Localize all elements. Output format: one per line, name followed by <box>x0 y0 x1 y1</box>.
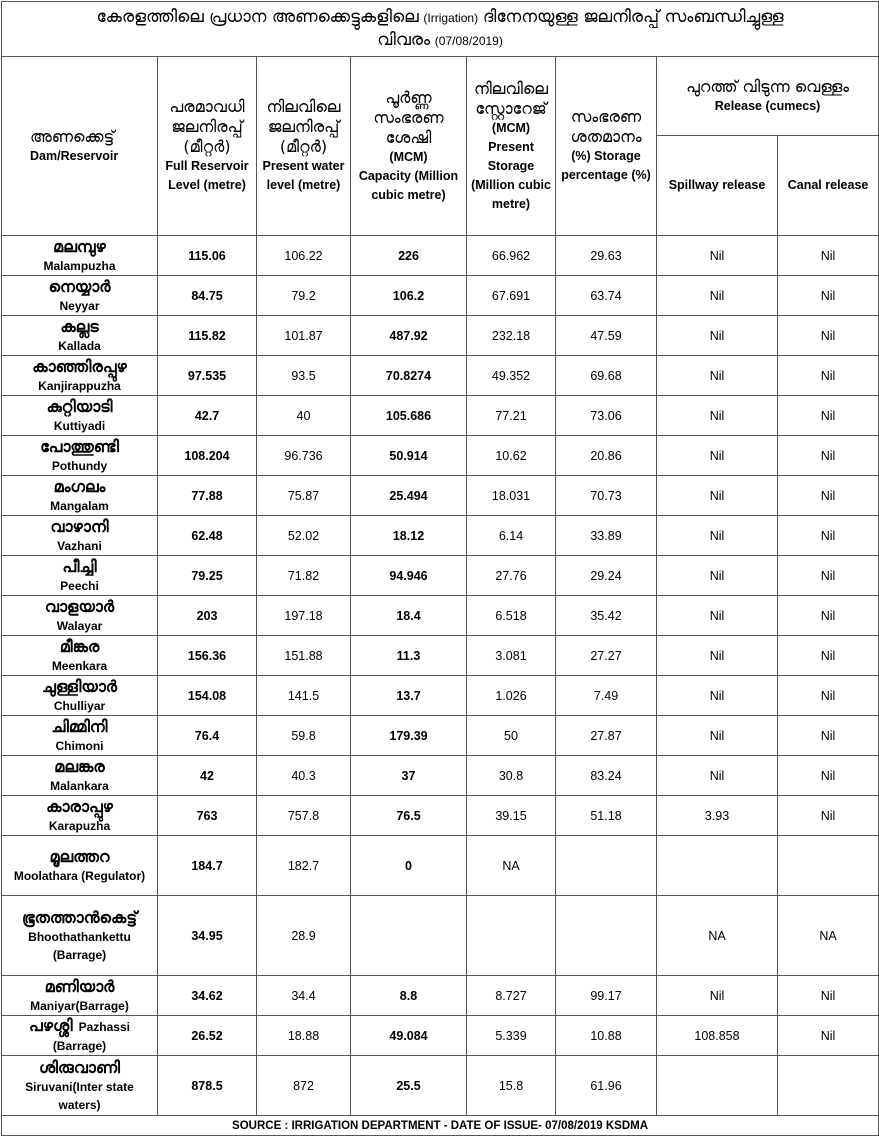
spillway-release-cell <box>657 1056 778 1116</box>
dam-name-en: (Barrage) <box>52 1039 107 1053</box>
full-reservoir-level-cell: 42.7 <box>158 396 257 436</box>
present-water-level-cell: 96.736 <box>257 436 351 476</box>
table-row <box>2 356 879 396</box>
storage-percentage-cell: 73.06 <box>556 396 657 436</box>
header-storage-en: Present Storage (Million cubic metre) <box>471 139 551 211</box>
canal-release-cell: Nil <box>778 236 879 276</box>
canal-release-cell: Nil <box>778 356 879 396</box>
present-storage-cell: 18.031 <box>467 476 556 516</box>
present-storage-cell: 10.62 <box>467 436 556 476</box>
spillway-release-cell: Nil <box>657 356 778 396</box>
spillway-release-cell: Nil <box>657 756 778 796</box>
storage-percentage-cell: 7.49 <box>556 676 657 716</box>
header-dam-en: Dam/Reservoir <box>30 148 119 163</box>
dam-name-en: Moolathara (Regulator) <box>13 868 146 883</box>
canal-release-cell: Nil <box>778 516 879 556</box>
dam-name-ml: മലങ്കര <box>54 756 105 776</box>
full-reservoir-level-cell: 154.08 <box>158 676 257 716</box>
present-water-level-cell: 93.5 <box>257 356 351 396</box>
header-frl <box>158 57 257 236</box>
present-water-level-cell: 141.5 <box>257 676 351 716</box>
storage-percentage-cell <box>556 836 657 896</box>
full-reservoir-level-cell: 878.5 <box>158 1056 257 1116</box>
present-storage-cell: 77.21 <box>467 396 556 436</box>
dam-name-ml: മീങ്കര <box>59 636 100 656</box>
capacity-cell: 11.3 <box>351 636 467 676</box>
dam-name-en: Meenkara <box>51 658 108 673</box>
header-frl-en: Full Reservoir Level (metre) <box>165 159 249 192</box>
table-row <box>2 796 879 836</box>
header-capacity-ml: പൂർണ്ണ സംഭരണ ശേഷി <box>373 87 444 147</box>
spillway-release-cell: Nil <box>657 276 778 316</box>
dam-name-en: Chimoni <box>55 738 104 753</box>
dam-name-ml: മംഗലം <box>53 476 106 496</box>
table-row <box>2 276 879 316</box>
canal-release-cell: Nil <box>778 476 879 516</box>
present-water-level-cell: 79.2 <box>257 276 351 316</box>
spillway-release-cell: Nil <box>657 636 778 676</box>
present-water-level-cell: 18.88 <box>257 1016 351 1056</box>
title-date: (07/08/2019) <box>434 34 503 48</box>
present-storage-cell: 6.14 <box>467 516 556 556</box>
dam-name-ml: ചുള്ളിയാർ <box>41 676 118 696</box>
canal-release-cell: NA <box>778 896 879 976</box>
dam-name-cell <box>2 836 158 896</box>
capacity-cell: 94.946 <box>351 556 467 596</box>
table-row <box>2 836 879 896</box>
capacity-cell: 49.084 <box>351 1016 467 1056</box>
dam-name-cell <box>2 1016 158 1056</box>
storage-percentage-cell: 27.87 <box>556 716 657 756</box>
capacity-cell: 8.8 <box>351 976 467 1016</box>
title-ml-part2: ദിനേനയുള്ള ജലനിരപ്പ് സംബന്ധിച്ചുള്ള <box>482 7 784 27</box>
present-water-level-cell: 106.22 <box>257 236 351 276</box>
spillway-release-cell: Nil <box>657 676 778 716</box>
full-reservoir-level-cell: 76.4 <box>158 716 257 756</box>
source-footer: SOURCE : IRRIGATION DEPARTMENT - DATE OF ISSUE- 07/08/2019 KSDMA <box>2 1116 879 1136</box>
dam-name-en: Kallada <box>58 338 101 353</box>
present-water-level-cell: 182.7 <box>257 836 351 896</box>
present-water-level-cell: 757.8 <box>257 796 351 836</box>
present-water-level-cell: 28.9 <box>257 896 351 976</box>
dam-name-en: Maniyar(Barrage) <box>30 998 129 1013</box>
spillway-release-cell <box>657 836 778 896</box>
canal-release-cell: Nil <box>778 276 879 316</box>
dam-name-cell <box>2 676 158 716</box>
dam-name-ml: മലമ്പുഴ <box>53 236 106 256</box>
dam-name-en: Malampuzha <box>43 258 116 273</box>
capacity-cell: 0 <box>351 836 467 896</box>
table-row <box>2 756 879 796</box>
storage-percentage-cell: 69.68 <box>556 356 657 396</box>
table-row <box>2 976 879 1016</box>
table-row <box>2 636 879 676</box>
dam-name-cell <box>2 636 158 676</box>
full-reservoir-level-cell: 62.48 <box>158 516 257 556</box>
reservoir-table <box>1 1 879 1136</box>
capacity-cell: 25.494 <box>351 476 467 516</box>
storage-percentage-cell: 20.86 <box>556 436 657 476</box>
capacity-cell: 18.12 <box>351 516 467 556</box>
full-reservoir-level-cell: 26.52 <box>158 1016 257 1056</box>
present-storage-cell: 1.026 <box>467 676 556 716</box>
dam-name-ml: ശിരുവാണി <box>39 1057 120 1077</box>
dam-name-ml: നെയ്യാർ <box>48 276 111 296</box>
canal-release-cell: Nil <box>778 716 879 756</box>
header-capacity-unit: (MCM) <box>389 149 428 164</box>
table-row <box>2 1056 879 1116</box>
present-storage-cell: 3.081 <box>467 636 556 676</box>
present-water-level-cell: 101.87 <box>257 316 351 356</box>
table-row <box>2 1016 879 1056</box>
capacity-cell: 70.8274 <box>351 356 467 396</box>
dam-name-en: Pothundy <box>51 458 108 473</box>
header-storage-ml: നിലവിലെ സ്റ്റോറേജ് <box>474 78 548 118</box>
capacity-cell: 37 <box>351 756 467 796</box>
present-storage-cell: 232.18 <box>467 316 556 356</box>
header-percentage-en: (%) Storage percentage (%) <box>561 149 651 182</box>
capacity-cell: 487.92 <box>351 316 467 356</box>
spillway-release-cell: Nil <box>657 396 778 436</box>
header-storage-unit: (MCM) <box>491 120 531 135</box>
dam-name-cell <box>2 796 158 836</box>
spillway-release-cell: Nil <box>657 976 778 1016</box>
present-storage-cell: 5.339 <box>467 1016 556 1056</box>
canal-release-cell <box>778 1056 879 1116</box>
dam-name-ml: കുറ്റിയാടി <box>46 396 113 416</box>
dam-name-cell <box>2 236 158 276</box>
full-reservoir-level-cell: 34.95 <box>158 896 257 976</box>
header-release-en: Release (cumecs) <box>714 98 821 113</box>
dam-name-ml: ഭൂതത്താൻകെട്ട് <box>21 907 138 927</box>
present-water-level-cell: 40.3 <box>257 756 351 796</box>
present-storage-cell: 6.518 <box>467 596 556 636</box>
present-water-level-cell: 59.8 <box>257 716 351 756</box>
table-row <box>2 476 879 516</box>
canal-release-cell: Nil <box>778 316 879 356</box>
header-capacity-en: Capacity (Million cubic metre) <box>358 168 459 202</box>
storage-percentage-cell: 63.74 <box>556 276 657 316</box>
storage-percentage-cell: 51.18 <box>556 796 657 836</box>
present-storage-cell: 67.691 <box>467 276 556 316</box>
table-row <box>2 716 879 756</box>
storage-percentage-cell: 10.88 <box>556 1016 657 1056</box>
present-water-level-cell: 52.02 <box>257 516 351 556</box>
dam-name-cell <box>2 276 158 316</box>
header-percentage <box>556 57 657 236</box>
present-water-level-cell: 71.82 <box>257 556 351 596</box>
table-row <box>2 596 879 636</box>
present-storage-cell: 49.352 <box>467 356 556 396</box>
present-water-level-cell: 872 <box>257 1056 351 1116</box>
page-title <box>2 2 879 57</box>
dam-name-ml: പഴശ്ശി <box>29 1016 73 1035</box>
header-storage <box>467 57 556 236</box>
table-row <box>2 236 879 276</box>
spillway-release-cell: Nil <box>657 236 778 276</box>
dam-name-en: Peechi <box>60 578 99 593</box>
spillway-release-cell: Nil <box>657 516 778 556</box>
storage-percentage-cell <box>556 896 657 976</box>
canal-release-cell: Nil <box>778 556 879 596</box>
table-row <box>2 396 879 436</box>
dam-name-ml: വാളയാർ <box>44 596 115 616</box>
full-reservoir-level-cell: 203 <box>158 596 257 636</box>
full-reservoir-level-cell: 79.25 <box>158 556 257 596</box>
dam-name-en: Siruvani(Inter state waters) <box>25 1079 134 1112</box>
present-storage-cell <box>467 896 556 976</box>
header-percentage-ml: സംഭരണ ശതമാനം <box>570 107 642 146</box>
full-reservoir-level-cell: 42 <box>158 756 257 796</box>
spillway-release-cell: Nil <box>657 476 778 516</box>
canal-release-cell: Nil <box>778 976 879 1016</box>
storage-percentage-cell: 27.27 <box>556 636 657 676</box>
capacity-cell: 106.2 <box>351 276 467 316</box>
dam-name-cell <box>2 976 158 1016</box>
header-pwl-ml: നിലവിലെ ജലനിരപ്പ് (മീറ്റർ) <box>266 97 341 156</box>
dam-name-line <box>4 1016 155 1037</box>
full-reservoir-level-cell: 97.535 <box>158 356 257 396</box>
canal-release-cell: Nil <box>778 756 879 796</box>
full-reservoir-level-cell: 84.75 <box>158 276 257 316</box>
present-storage-cell: 30.8 <box>467 756 556 796</box>
canal-release-cell: Nil <box>778 676 879 716</box>
capacity-cell: 76.5 <box>351 796 467 836</box>
dam-name-cell <box>2 516 158 556</box>
table-row <box>2 556 879 596</box>
dam-name-en: Chulliyar <box>53 698 106 713</box>
capacity-cell: 13.7 <box>351 676 467 716</box>
dam-name-en: Vazhani <box>57 538 102 553</box>
dam-name-ml: പോത്തുണ്ടി <box>40 436 119 456</box>
storage-percentage-cell: 61.96 <box>556 1056 657 1116</box>
storage-percentage-cell: 33.89 <box>556 516 657 556</box>
dam-name-en: Karapuzha <box>48 818 111 833</box>
capacity-cell: 226 <box>351 236 467 276</box>
full-reservoir-level-cell: 77.88 <box>158 476 257 516</box>
spillway-release-cell: Nil <box>657 596 778 636</box>
header-spillway: Spillway release <box>657 136 778 236</box>
spillway-release-cell: Nil <box>657 316 778 356</box>
dam-name-en: Walayar <box>56 618 103 633</box>
dam-name-en: Kanjirappuzha <box>38 378 121 393</box>
present-water-level-cell: 197.18 <box>257 596 351 636</box>
dam-name-en: Bhoothathankettu (Barrage) <box>28 929 131 962</box>
full-reservoir-level-cell: 156.36 <box>158 636 257 676</box>
full-reservoir-level-cell: 184.7 <box>158 836 257 896</box>
present-water-level-cell: 34.4 <box>257 976 351 1016</box>
canal-release-cell <box>778 836 879 896</box>
present-storage-cell: NA <box>467 836 556 896</box>
present-storage-cell: 39.15 <box>467 796 556 836</box>
present-storage-cell: 27.76 <box>467 556 556 596</box>
present-storage-cell: 8.727 <box>467 976 556 1016</box>
dam-name-en: Mangalam <box>50 498 109 513</box>
dam-name-cell <box>2 596 158 636</box>
header-release <box>657 57 879 136</box>
canal-release-cell: Nil <box>778 396 879 436</box>
spillway-release-cell: Nil <box>657 556 778 596</box>
dam-name-cell <box>2 396 158 436</box>
present-storage-cell: 66.962 <box>467 236 556 276</box>
table-row <box>2 316 879 356</box>
storage-percentage-cell: 83.24 <box>556 756 657 796</box>
dam-name-cell <box>2 556 158 596</box>
dam-name-ml: കാരാപ്പുഴ <box>46 796 113 816</box>
storage-percentage-cell: 70.73 <box>556 476 657 516</box>
canal-release-cell: Nil <box>778 596 879 636</box>
header-dam-ml: അണക്കെട്ട് <box>30 126 115 146</box>
canal-release-cell: Nil <box>778 796 879 836</box>
dam-name-en-inline: Pazhassi <box>78 1020 130 1034</box>
storage-percentage-cell: 35.42 <box>556 596 657 636</box>
spillway-release-cell: NA <box>657 896 778 976</box>
header-pwl <box>257 57 351 236</box>
dam-name-ml: മണിയാർ <box>44 976 115 996</box>
dam-name-ml: പീച്ചി <box>62 556 97 576</box>
table-row <box>2 676 879 716</box>
present-storage-cell: 50 <box>467 716 556 756</box>
dam-name-cell <box>2 716 158 756</box>
dam-name-cell <box>2 436 158 476</box>
table-row <box>2 896 879 976</box>
canal-release-cell: Nil <box>778 636 879 676</box>
canal-release-cell: Nil <box>778 1016 879 1056</box>
dam-name-ml: കല്ലട <box>60 316 99 336</box>
dam-name-cell <box>2 756 158 796</box>
canal-release-cell: Nil <box>778 436 879 476</box>
storage-percentage-cell: 47.59 <box>556 316 657 356</box>
dam-name-cell <box>2 1056 158 1116</box>
header-pwl-en: Present water level (metre) <box>262 159 345 192</box>
dam-name-cell <box>2 896 158 976</box>
full-reservoir-level-cell: 763 <box>158 796 257 836</box>
full-reservoir-level-cell: 108.204 <box>158 436 257 476</box>
storage-percentage-cell: 99.17 <box>556 976 657 1016</box>
full-reservoir-level-cell: 115.82 <box>158 316 257 356</box>
capacity-cell: 18.4 <box>351 596 467 636</box>
dam-name-ml: കാഞ്ഞിരപ്പുഴ <box>32 356 127 376</box>
present-storage-cell: 15.8 <box>467 1056 556 1116</box>
capacity-cell: 179.39 <box>351 716 467 756</box>
dam-name-cell <box>2 356 158 396</box>
dam-name-en: Kuttiyadi <box>53 418 106 433</box>
capacity-cell: 50.914 <box>351 436 467 476</box>
dam-name-ml: മൂലത്തറ <box>49 846 110 866</box>
full-reservoir-level-cell: 115.06 <box>158 236 257 276</box>
header-canal: Canal release <box>778 136 879 236</box>
title-en-part: (Irrigation) <box>423 11 479 25</box>
header-dam <box>2 57 158 236</box>
header-frl-ml: പരമാവധി ജലനിരപ്പ് (മീറ്റർ) <box>169 97 245 156</box>
capacity-cell <box>351 896 467 976</box>
present-water-level-cell: 40 <box>257 396 351 436</box>
capacity-cell: 25.5 <box>351 1056 467 1116</box>
present-water-level-cell: 75.87 <box>257 476 351 516</box>
spillway-release-cell: Nil <box>657 716 778 756</box>
dam-name-cell <box>2 316 158 356</box>
header-capacity <box>351 57 467 236</box>
title-ml-part1: കേരളത്തിലെ പ്രധാന അണക്കെട്ടുകളിലെ <box>96 7 419 27</box>
present-water-level-cell: 151.88 <box>257 636 351 676</box>
dam-name-en: Malankara <box>50 778 109 793</box>
title-ml-part3: വിവരം <box>377 30 431 50</box>
dam-name-ml: ചിമ്മിനി <box>51 716 108 736</box>
capacity-cell: 105.686 <box>351 396 467 436</box>
spillway-release-cell: 3.93 <box>657 796 778 836</box>
table-row <box>2 436 879 476</box>
spillway-release-cell: Nil <box>657 436 778 476</box>
header-release-ml: പുറത്ത് വിടുന്ന വെള്ളം <box>686 76 849 96</box>
storage-percentage-cell: 29.24 <box>556 556 657 596</box>
table-row <box>2 516 879 556</box>
dam-name-cell <box>2 476 158 516</box>
storage-percentage-cell: 29.63 <box>556 236 657 276</box>
full-reservoir-level-cell: 34.62 <box>158 976 257 1016</box>
dam-name-ml: വാഴാനി <box>50 516 109 536</box>
spillway-release-cell: 108.858 <box>657 1016 778 1056</box>
dam-name-en: Neyyar <box>59 298 100 313</box>
